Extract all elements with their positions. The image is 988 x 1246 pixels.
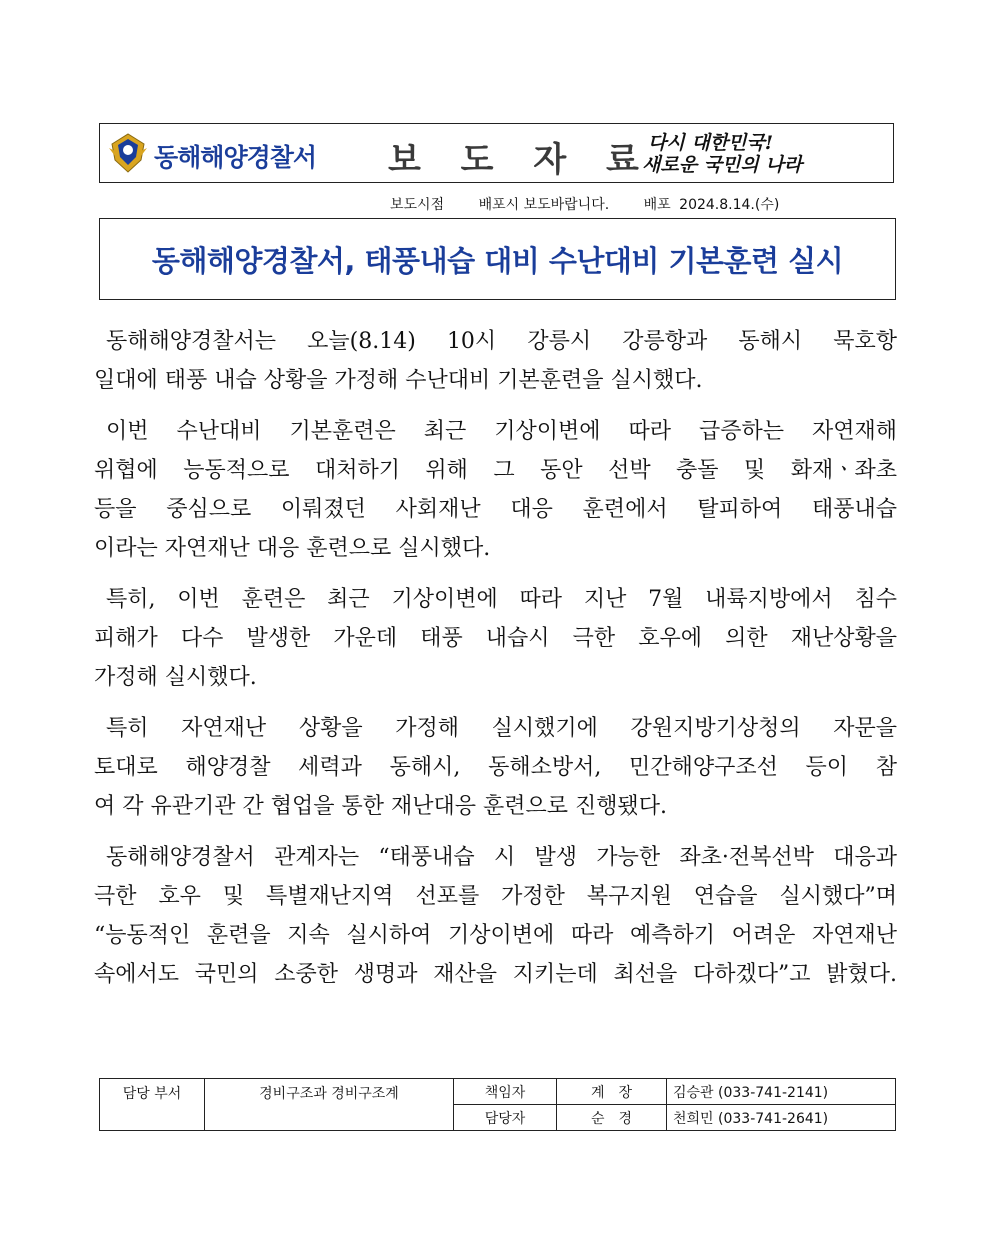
- text-line: 특히, 이번 훈련은 최근 기상이변에 따라 지난 7월 내륙지방에서 침수: [106, 587, 897, 612]
- slogan-line1: 다시 대한민국!: [648, 132, 774, 154]
- release-date-value: 2024.8.14.(수): [679, 197, 780, 213]
- paragraph: [94, 709, 897, 826]
- paragraph: [94, 838, 897, 994]
- text-line: 속에서도 국민의 소중한 생명과 재산을 지키는데 최선을 다하겠다”고 밝혔다.: [94, 962, 897, 987]
- article-body: [94, 322, 897, 1006]
- release-info: [390, 194, 783, 214]
- text-line: 동해해양경찰서는 오늘(8.14) 10시 강릉시 강릉항과 동해시 묵호항: [106, 329, 897, 354]
- contact-position: 계 장: [557, 1079, 667, 1105]
- table-row: [100, 1079, 896, 1105]
- org-name: 동해해양경찰서: [154, 143, 317, 172]
- release-timing-label: 보도시점: [390, 197, 445, 213]
- text-line: 이라는 자연재난 대응 훈련으로 실시했다.: [94, 536, 491, 561]
- headline: 동해해양경찰서, 태풍내습 대비 수난대비 기본훈련 실시: [151, 243, 844, 278]
- dept-value: 경비구조과 경비구조계: [205, 1079, 454, 1131]
- text-line: 가정해 실시했다.: [94, 665, 257, 690]
- text-line: 극한 호우 및 특별재난지역 선포를 가정한 복구지원 연습을 실시했다”며: [94, 884, 897, 909]
- release-date-label: 배포: [643, 197, 671, 213]
- paragraph: [94, 580, 897, 697]
- doc-type-title: 보 도 자 료: [388, 140, 653, 180]
- headline-box: [99, 218, 896, 300]
- dept-label: 담당 부서: [100, 1079, 205, 1131]
- text-line: 토대로 해양경찰 세력과 동해시, 동해소방서, 민간해양구조선 등이 참: [94, 755, 897, 780]
- release-timing-value: 배포시 보도바랍니다.: [478, 197, 610, 213]
- text-line: 등을 중심으로 이뤄졌던 사회재난 대응 훈련에서 탈피하여 태풍내습: [94, 497, 897, 522]
- paragraph: [94, 322, 897, 400]
- text-line: 여 각 유관기관 간 협업을 통한 재난대응 훈련으로 진행됐다.: [94, 794, 667, 819]
- slogan-line2: 새로운 국민의 나라: [642, 154, 803, 176]
- text-line: 동해해양경찰서 관계자는 “태풍내습 시 발생 가능한 좌초·전복선박 대응과: [106, 845, 897, 870]
- text-line: 이번 수난대비 기본훈련은 최근 기상이변에 따라 급증하는 자연재해: [106, 419, 897, 444]
- text-line: 피해가 다수 발생한 가운데 태풍 내습시 극한 호우에 의한 재난상황을: [94, 626, 897, 651]
- press-header: [99, 123, 894, 183]
- slogan-calligraphy: [640, 130, 886, 176]
- paragraph: [94, 412, 897, 568]
- contact-table: [99, 1078, 896, 1131]
- text-line: 일대에 태풍 내습 상황을 가정해 수난대비 기본훈련을 실시했다.: [94, 368, 703, 393]
- text-line: “능동적인 훈련을 지속 실시하여 기상이변에 따라 예측하기 어려운 자연재난: [94, 923, 897, 948]
- contact-position: 순 경: [557, 1105, 667, 1131]
- contact-role: 책임자: [454, 1079, 557, 1105]
- coast-guard-emblem-icon: [109, 130, 147, 176]
- contact-role: 담당자: [454, 1105, 557, 1131]
- text-line: 위협에 능동적으로 대처하기 위해 그 동안 선박 충돌 및 화재ㆍ좌초: [94, 458, 897, 483]
- contact-person: 천희민 (033-741-2641): [667, 1105, 896, 1131]
- text-line: 특히 자연재난 상황을 가정해 실시했기에 강원지방기상청의 자문을: [106, 716, 897, 741]
- contact-person: 김승관 (033-741-2141): [667, 1079, 896, 1105]
